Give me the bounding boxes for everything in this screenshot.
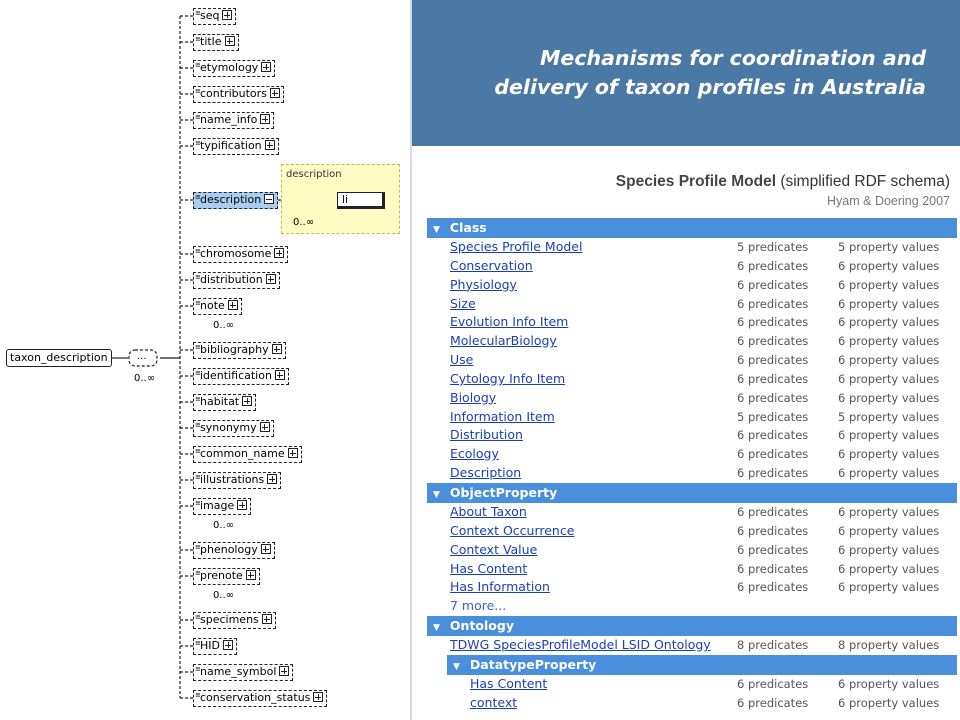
expand-icon[interactable] — [262, 614, 272, 624]
predicate-count: 6 predicates — [737, 353, 809, 368]
list-item — [427, 351, 957, 370]
predicate-count: 6 predicates — [737, 676, 809, 691]
schema-element-description[interactable] — [193, 192, 278, 209]
schema-element-bibliography[interactable] — [193, 342, 286, 359]
property-value-count: 6 property values — [838, 334, 940, 349]
expand-icon[interactable] — [223, 640, 233, 650]
predicate-count: 6 predicates — [737, 466, 809, 481]
property-value-count: 6 property values — [838, 258, 940, 273]
schema-element-name-info[interactable] — [193, 112, 274, 129]
element-label: seq — [200, 9, 220, 22]
element-marker-icon: ≡ — [195, 395, 201, 403]
predicate-count: 6 predicates — [737, 523, 809, 538]
predicate-count: 6 predicates — [737, 580, 809, 595]
expand-icon[interactable] — [272, 344, 282, 354]
expand-icon[interactable] — [275, 370, 285, 380]
element-marker-icon: ≡ — [195, 299, 201, 307]
spm-heading-rest: (simplified RDF schema) — [776, 173, 950, 190]
element-marker-icon: ≡ — [195, 613, 201, 621]
schema-element-distribution[interactable] — [193, 272, 280, 289]
list-item — [427, 426, 957, 445]
class-rows — [427, 238, 957, 483]
property-value-count: 6 property values — [838, 371, 940, 386]
li-node[interactable]: li — [337, 192, 385, 209]
element-label: image — [200, 499, 235, 512]
predicate-count: 6 predicates — [737, 296, 809, 311]
collapse-triangle-icon: ▼ — [453, 661, 460, 672]
title-banner — [412, 0, 960, 146]
element-marker-icon: ≡ — [195, 9, 201, 17]
element-marker-icon: ≡ — [195, 473, 201, 481]
schema-element-chromosome[interactable] — [193, 246, 288, 263]
resource-link[interactable]: Ecology — [450, 446, 499, 462]
predicate-count: 6 predicates — [737, 258, 809, 273]
expand-icon[interactable] — [237, 500, 247, 510]
element-marker-icon: ≡ — [195, 543, 201, 551]
element-label: bibliography — [200, 343, 269, 356]
list-item — [427, 636, 957, 655]
description-box-label: description — [286, 169, 342, 180]
list-item — [427, 313, 957, 332]
predicate-count: 6 predicates — [737, 315, 809, 330]
schema-element-title[interactable] — [193, 34, 239, 51]
expand-icon[interactable] — [261, 62, 271, 72]
element-label: distribution — [200, 273, 263, 286]
property-value-count: 6 property values — [838, 353, 940, 368]
list-item — [427, 408, 957, 427]
section-class[interactable] — [427, 218, 957, 238]
schema-element-etymology[interactable] — [193, 60, 275, 77]
element-marker-icon: ≡ — [195, 665, 201, 673]
expand-icon[interactable] — [260, 114, 270, 124]
property-value-count: 5 property values — [838, 240, 940, 254]
schema-element-conservation-status[interactable] — [193, 690, 327, 707]
list-item — [427, 257, 957, 276]
expand-icon[interactable] — [313, 692, 323, 702]
spm-author: Hyam & Doering 2007 — [827, 194, 950, 208]
property-value-count: 6 property values — [838, 296, 940, 311]
resource-link[interactable]: Description — [450, 465, 522, 481]
element-marker-icon: ≡ — [195, 35, 201, 43]
property-value-count: 6 property values — [838, 695, 940, 710]
section-ontology-label: Ontology — [449, 618, 514, 634]
expand-icon[interactable] — [265, 140, 275, 150]
section-datatypeproperty-label: DatatypeProperty — [469, 656, 597, 672]
expand-icon[interactable] — [260, 422, 270, 432]
element-label: prenote — [200, 569, 243, 582]
resource-link[interactable]: Biology — [450, 389, 497, 405]
property-value-count: 6 property values — [838, 580, 940, 595]
expand-icon[interactable] — [279, 666, 289, 676]
element-marker-icon: ≡ — [195, 691, 201, 699]
element-label: name_symbol — [200, 665, 277, 678]
property-value-count: 6 property values — [838, 428, 940, 443]
section-class-label: Class — [449, 220, 487, 235]
element-label: common_name — [200, 447, 285, 460]
collapse-triangle-icon: ▼ — [433, 623, 440, 634]
property-value-count: 6 property values — [838, 542, 940, 557]
expand-icon[interactable] — [246, 570, 256, 580]
property-value-count: 8 property values — [838, 638, 940, 653]
schema-element-habitat[interactable] — [193, 394, 256, 411]
expand-icon[interactable] — [242, 396, 252, 406]
element-label: specimens — [200, 613, 259, 626]
rdf-schema-browser — [427, 218, 957, 720]
predicate-count: 6 predicates — [737, 447, 809, 462]
predicate-count: 8 predicates — [737, 638, 809, 653]
schema-element-common-name[interactable] — [193, 446, 302, 463]
property-value-count: 6 property values — [838, 447, 940, 462]
element-marker-icon: ≡ — [195, 193, 201, 201]
property-value-count: 6 property values — [838, 277, 940, 292]
xml-schema-diagram — [0, 0, 410, 720]
element-marker-icon: ≡ — [195, 499, 201, 507]
list-item — [427, 464, 957, 483]
predicate-count: 6 predicates — [737, 428, 809, 443]
predicate-count: 6 predicates — [737, 542, 809, 557]
element-label: description — [200, 193, 262, 206]
element-label: etymology — [200, 61, 259, 74]
element-label: habitat — [200, 395, 240, 408]
expand-icon[interactable] — [270, 88, 280, 98]
resource-link[interactable]: Physiology — [450, 276, 517, 292]
list-item — [427, 332, 957, 351]
list-item — [427, 522, 957, 541]
collapse-triangle-icon: ▼ — [433, 489, 440, 500]
predicate-count: 5 predicates — [737, 409, 809, 424]
objectproperty-more[interactable] — [427, 597, 957, 616]
objectproperty-rows — [427, 503, 957, 597]
element-marker-icon: ≡ — [195, 569, 201, 577]
resource-link[interactable]: Species Profile Model — [450, 239, 583, 254]
predicate-count: 6 predicates — [737, 390, 809, 405]
list-item — [427, 694, 957, 713]
resource-link[interactable]: About Taxon — [450, 503, 527, 519]
spm-heading — [410, 173, 950, 191]
description-occurrence: 0..∞ — [293, 217, 315, 228]
resource-link[interactable]: Cytology Info Item — [450, 370, 566, 386]
predicate-count: 6 predicates — [737, 504, 809, 519]
element-label: typification — [200, 139, 262, 152]
section-objectproperty-label: ObjectProperty — [449, 484, 558, 500]
element-label: conservation_status — [200, 691, 311, 704]
resource-link[interactable]: Information Item — [450, 408, 555, 424]
resource-link[interactable]: Has Information — [450, 579, 550, 595]
root-occurrence: 0..∞ — [134, 373, 156, 384]
expand-icon[interactable] — [261, 544, 271, 554]
property-value-count: 6 property values — [838, 523, 940, 538]
element-marker-icon: ≡ — [195, 639, 201, 647]
resource-link[interactable]: Context Occurrence — [450, 522, 575, 538]
spm-heading-bold: Species Profile Model — [615, 173, 777, 190]
property-value-count: 6 property values — [838, 561, 940, 576]
datatypeproperty-rows — [427, 675, 957, 713]
list-item — [427, 295, 957, 314]
element-marker-icon: ≡ — [195, 421, 201, 429]
element-marker-icon: ≡ — [195, 369, 201, 377]
section-ontology[interactable] — [427, 616, 957, 636]
predicate-count: 6 predicates — [737, 371, 809, 386]
property-value-count: 6 property values — [838, 466, 940, 481]
sequence-dots-icon: ··· — [137, 354, 147, 365]
element-marker-icon: ≡ — [195, 273, 201, 281]
list-item — [427, 370, 957, 389]
element-occurrence: 0..∞ — [213, 320, 235, 331]
property-value-count: 6 property values — [838, 390, 940, 405]
root-node-label: taxon_description — [10, 351, 108, 364]
resource-link[interactable]: MolecularBiology — [450, 333, 557, 349]
resource-link[interactable]: Size — [450, 295, 476, 311]
list-item — [427, 276, 957, 295]
element-label: chromosome — [200, 247, 272, 260]
element-marker-icon: ≡ — [195, 447, 201, 455]
predicate-count: 6 predicates — [737, 334, 809, 349]
schema-element-identification[interactable] — [193, 368, 289, 385]
expand-icon[interactable] — [267, 474, 277, 484]
schema-element-prenote[interactable] — [193, 568, 260, 585]
expand-icon[interactable] — [225, 36, 235, 46]
title-line2: delivery of taxon profiles in Australia — [494, 75, 926, 99]
element-label: title — [200, 35, 222, 48]
list-item — [427, 445, 957, 464]
element-label: synonymy — [200, 421, 257, 434]
element-marker-icon: ≡ — [195, 113, 201, 121]
resource-link[interactable]: Context Value — [450, 541, 538, 557]
ontology-rows — [427, 636, 957, 655]
more-link[interactable]: 7 more... — [450, 598, 507, 614]
element-marker-icon: ≡ — [195, 247, 201, 255]
predicate-count: 6 predicates — [737, 561, 809, 576]
schema-element-typification[interactable] — [193, 138, 279, 155]
schema-element-contributors[interactable] — [193, 86, 284, 103]
list-item — [427, 675, 957, 694]
schema-element-phenology[interactable] — [193, 542, 275, 559]
element-label: phenology — [200, 543, 258, 556]
predicate-count: 6 predicates — [737, 695, 809, 710]
expand-icon[interactable] — [274, 248, 284, 258]
list-item — [427, 238, 957, 257]
resource-link[interactable]: Evolution Info Item — [450, 314, 569, 330]
resource-link[interactable]: Has Content — [450, 560, 528, 576]
resource-link[interactable]: Use — [450, 352, 474, 368]
property-value-count: 5 property values — [838, 409, 940, 424]
section-datatypeproperty[interactable] — [447, 655, 957, 675]
resource-link[interactable]: context — [470, 694, 518, 710]
title-line1: Mechanisms for coordination and — [540, 46, 926, 70]
element-marker-icon: ≡ — [195, 61, 201, 69]
schema-element-note[interactable] — [193, 298, 242, 315]
schema-element-synonymy[interactable] — [193, 420, 274, 437]
expand-icon[interactable] — [288, 448, 298, 458]
list-item — [427, 503, 957, 522]
resource-link[interactable]: Conservation — [450, 257, 533, 273]
list-item — [427, 578, 957, 597]
slide-title — [406, 44, 926, 102]
schema-element-illustrations[interactable] — [193, 472, 281, 489]
collapse-triangle-icon: ▼ — [433, 225, 440, 235]
element-label: contributors — [200, 87, 267, 100]
expand-icon[interactable] — [266, 274, 276, 284]
root-node-taxon-description[interactable] — [6, 349, 112, 367]
collapse-icon[interactable] — [264, 194, 274, 204]
expand-icon[interactable] — [222, 10, 232, 20]
element-marker-icon: ≡ — [195, 87, 201, 95]
list-item — [427, 389, 957, 408]
schema-element-HID[interactable] — [193, 638, 237, 655]
element-occurrence: 0..∞ — [213, 520, 235, 531]
schema-element-specimens[interactable] — [193, 612, 276, 629]
section-objectproperty[interactable] — [427, 483, 957, 503]
element-label: illustrations — [200, 473, 265, 486]
schema-element-image[interactable] — [193, 498, 251, 515]
resource-link[interactable]: TDWG SpeciesProfileModel LSID Ontology — [450, 637, 711, 653]
expand-icon[interactable] — [228, 300, 238, 310]
predicate-count: 6 predicates — [737, 277, 809, 292]
element-label: note — [200, 299, 225, 312]
property-value-count: 6 property values — [838, 504, 940, 519]
element-label: identification — [200, 369, 272, 382]
element-marker-icon: ≡ — [195, 139, 201, 147]
predicate-count: 5 predicates — [737, 240, 809, 254]
resource-link[interactable]: Distribution — [450, 427, 523, 443]
element-label: name_info — [200, 113, 258, 126]
schema-element-name-symbol[interactable] — [193, 664, 293, 681]
element-occurrence: 0..∞ — [213, 590, 235, 601]
property-value-count: 6 property values — [838, 315, 940, 330]
property-value-count: 6 property values — [838, 676, 940, 691]
element-label: HID — [200, 639, 220, 652]
list-item — [427, 560, 957, 579]
element-marker-icon: ≡ — [195, 343, 201, 351]
list-item — [427, 541, 957, 560]
schema-element-seq[interactable] — [193, 8, 236, 25]
resource-link[interactable]: Has Content — [470, 675, 548, 691]
